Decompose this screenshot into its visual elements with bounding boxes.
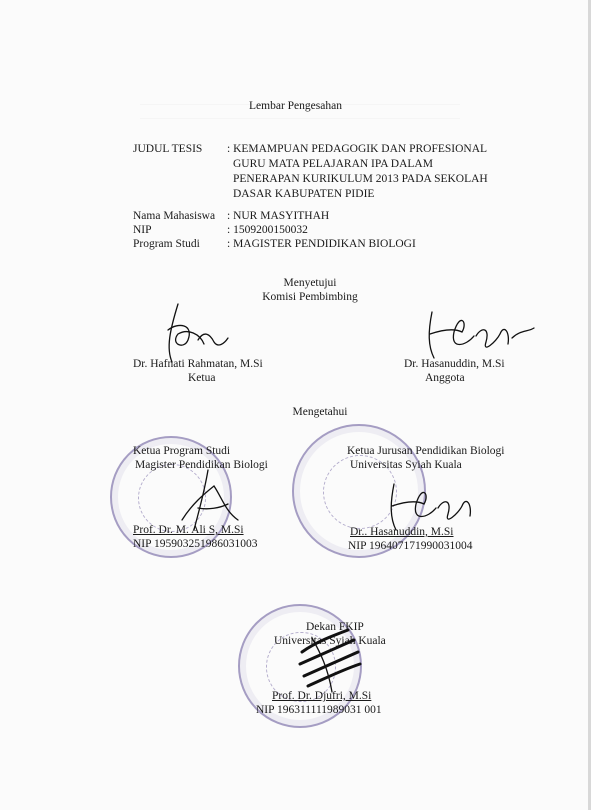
bleed-through-line — [140, 118, 460, 119]
signature-supervisor-2 — [420, 302, 540, 362]
field-value-title-line4: DASAR KABUPATEN PIDIE — [233, 188, 375, 200]
field-value-title-line3: PENERAPAN KURIKULUM 2013 PADA SEKOLAH — [233, 173, 488, 185]
head-2-title-line2: Universitas Syiah Kuala — [350, 459, 462, 471]
field-value-title-line2: GURU MATA PELAJARAN IPA DALAM — [233, 158, 433, 170]
head-1-title-line1: Ketua Program Studi — [133, 445, 231, 457]
head-1-name: Prof. Dr. M. Ali S, M.Si — [133, 524, 244, 536]
field-label-program: Program Studi — [133, 238, 200, 250]
dean-name: Prof. Dr. Djufri, M.Si — [272, 690, 372, 702]
approval-heading: Menyetujui — [283, 277, 337, 289]
supervisor-1-name: Dr. Hafnati Rahmatan, M.Si — [133, 358, 263, 370]
field-label-nip: NIP — [133, 224, 152, 236]
field-value-program: : MAGISTER PENDIDIKAN BIOLOGI — [227, 238, 416, 250]
head-2-name: Dr.. Hasanuddin, M.Si — [350, 526, 454, 538]
supervisor-1-role: Ketua — [188, 372, 216, 384]
head-2-title-line1: Ketua Jurusan Pendidikan Biologi — [347, 445, 505, 457]
acknowledged-heading: Mengetahui — [292, 406, 348, 418]
supervisor-2-name: Dr. Hasanuddin, M.Si — [404, 358, 505, 370]
field-value-name: : NUR MASYITHAH — [227, 210, 330, 222]
head-1-nip: NIP 195903251986031003 — [133, 538, 258, 550]
dean-nip: NIP 196311111989031 001 — [256, 704, 382, 716]
head-1-title-line2: Magister Pendidikan Biologi — [135, 459, 268, 471]
field-label-name: Nama Mahasiswa — [133, 210, 216, 222]
field-value-title-line1: : KEMAMPUAN PEDAGOGIK DAN PROFESIONAL — [227, 143, 488, 155]
dean-title-line1: Dekan FKIP — [306, 621, 364, 633]
field-value-nip: : 1509200150032 — [227, 224, 308, 236]
field-label-title: JUDUL TESIS — [133, 143, 203, 155]
supervisor-2-role: Anggota — [425, 372, 465, 384]
approval-subheading: Komisi Pembimbing — [262, 291, 358, 303]
head-2-nip: NIP 196407171990031004 — [348, 540, 473, 552]
dean-title-line2: Universitas Syiah Kuala — [274, 635, 386, 647]
page-title: Lembar Pengesahan — [249, 100, 342, 112]
